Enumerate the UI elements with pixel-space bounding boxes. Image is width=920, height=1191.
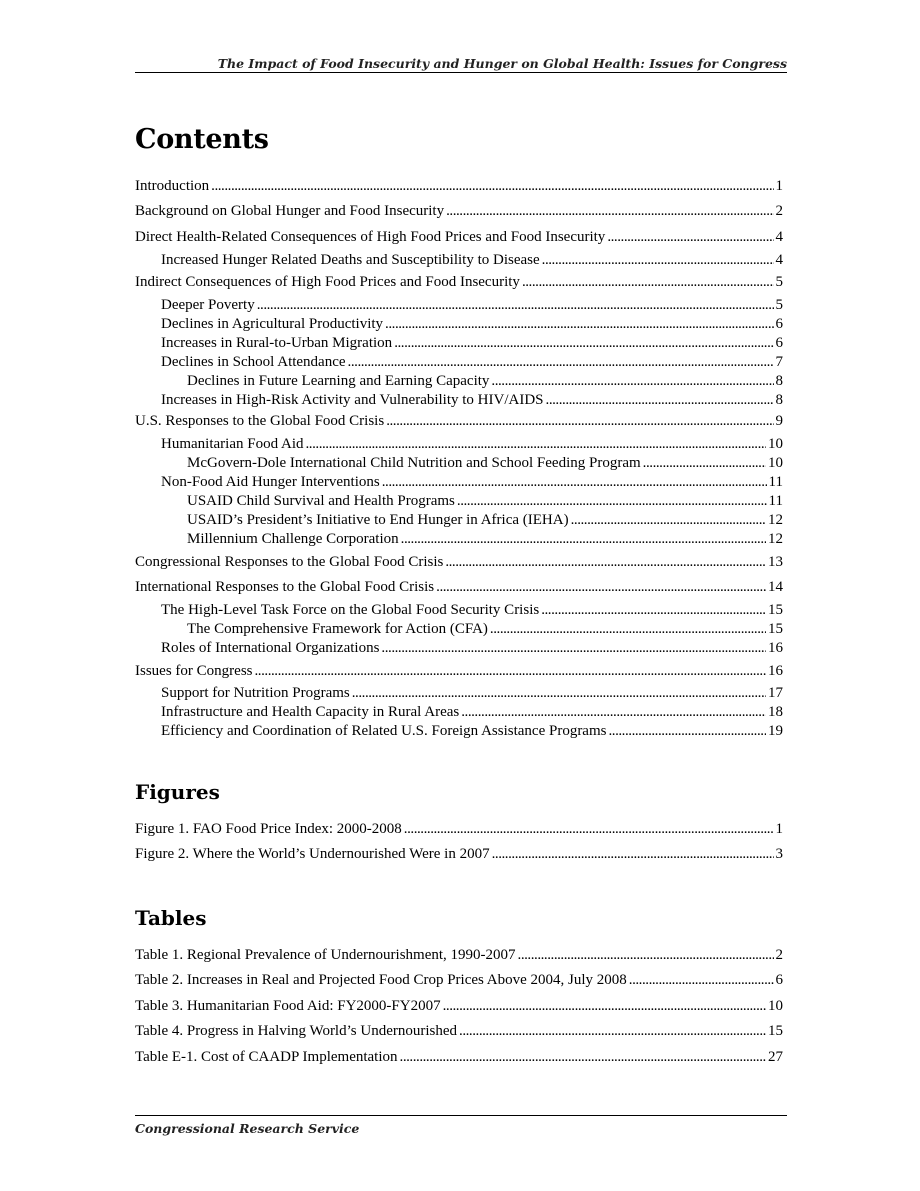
toc-entry[interactable] — [135, 683, 783, 703]
toc-entry-page: 19 — [768, 723, 783, 739]
tables-heading: Tables — [135, 906, 207, 930]
toc-entry-page: 11 — [768, 493, 783, 509]
toc-entry-page: 8 — [775, 392, 783, 408]
toc-entry-page: 27 — [768, 1049, 783, 1065]
toc-entry-title: Direct Health-Related Consequences of High Food Prices and Food Insecurity — [135, 229, 606, 245]
toc-entry-title: Non-Food Aid Hunger Interventions — [161, 474, 380, 490]
toc-entry-title: Indirect Consequences of High Food Prices and Food Insecurity — [135, 274, 520, 290]
dot-leader — [436, 577, 766, 597]
dot-leader — [541, 600, 766, 620]
running-header: The Impact of Food Insecurity and Hunger on Global Health: Issues for Congress — [217, 56, 787, 71]
toc-entry-title: Declines in Agricultural Productivity — [161, 316, 384, 332]
toc-entry-title: International Responses to the Global Food Crisis — [135, 579, 435, 595]
toc-entry-title: Humanitarian Food Aid — [161, 436, 304, 452]
toc-entry-title: U.S. Responses to the Global Food Crisis — [135, 413, 385, 429]
dot-leader — [518, 945, 774, 965]
toc-entry-page: 10 — [768, 455, 783, 471]
toc-entry-page: 4 — [775, 229, 783, 245]
toc-entry[interactable] — [135, 638, 783, 658]
dot-leader — [386, 411, 773, 431]
toc-entry-page: 6 — [775, 316, 783, 332]
toc-entry[interactable] — [135, 333, 783, 353]
toc-entry-title: Deeper Poverty — [161, 297, 255, 313]
toc-entry-title: Efficiency and Coordination of Related U.S. Foreign Assistance Programs — [161, 723, 607, 739]
toc-entry-title: Roles of International Organizations — [161, 640, 380, 656]
toc-entry-page: 15 — [768, 1023, 783, 1039]
footer-rule — [135, 1115, 787, 1116]
toc-entry[interactable] — [135, 250, 783, 270]
dot-leader — [211, 176, 773, 196]
toc-entry-page: 4 — [775, 252, 783, 268]
toc-entry-page: 12 — [768, 531, 783, 547]
dot-leader — [404, 819, 774, 839]
toc-entry[interactable] — [135, 844, 783, 864]
toc-entry-page: 15 — [768, 602, 783, 618]
toc-entry-title: Increases in Rural-to-Urban Migration — [161, 335, 393, 351]
toc-entry-page: 10 — [768, 436, 783, 452]
toc-entry-title: Infrastructure and Health Capacity in Rural Areas — [161, 704, 460, 720]
dot-leader — [306, 434, 767, 454]
toc-entry-title: Support for Nutrition Programs — [161, 685, 350, 701]
toc-entry-title: USAID Child Survival and Health Programs — [187, 493, 455, 509]
dot-leader — [385, 314, 773, 334]
toc-entry-title: Increases in High-Risk Activity and Vulnerability to HIV/AIDS — [161, 392, 544, 408]
toc-entry[interactable] — [135, 472, 783, 492]
dot-leader — [401, 529, 766, 549]
toc-entry-page: 11 — [768, 474, 783, 490]
toc-entry-title: Declines in Future Learning and Earning Capacity — [187, 373, 490, 389]
toc-entry[interactable] — [135, 619, 783, 639]
toc-entry[interactable] — [135, 411, 783, 431]
dot-leader — [457, 491, 767, 511]
figures-heading: Figures — [135, 780, 220, 804]
toc-entry[interactable] — [135, 371, 783, 391]
toc-entry[interactable] — [135, 295, 783, 315]
toc-entry[interactable] — [135, 510, 783, 530]
dot-leader — [459, 1021, 766, 1041]
toc-entry-page: 2 — [775, 947, 783, 963]
toc-entry[interactable] — [135, 577, 783, 597]
dot-leader — [643, 453, 766, 473]
dot-leader — [446, 201, 773, 221]
dot-leader — [400, 1047, 766, 1067]
toc-entry-page: 10 — [768, 998, 783, 1014]
toc-entry-page: 7 — [775, 354, 783, 370]
toc-entry[interactable] — [135, 600, 783, 620]
toc-entry-page: 17 — [768, 685, 783, 701]
toc-entry-title: Background on Global Hunger and Food Insecurity — [135, 203, 445, 219]
toc-entry-page: 1 — [775, 821, 783, 837]
toc-entry[interactable] — [135, 352, 783, 372]
toc-entry[interactable] — [135, 945, 783, 965]
toc-entry[interactable] — [135, 1021, 783, 1041]
toc-entry[interactable] — [135, 661, 783, 681]
toc-entry[interactable] — [135, 529, 783, 549]
dot-leader — [255, 661, 767, 681]
contents-heading: Contents — [135, 124, 269, 155]
toc-entry[interactable] — [135, 970, 783, 990]
toc-entry-title: Figure 1. FAO Food Price Index: 2000-2008 — [135, 821, 402, 837]
toc-entry-title: Issues for Congress — [135, 663, 253, 679]
dot-leader — [522, 272, 774, 292]
toc-entry-title: McGovern-Dole International Child Nutrition and School Feeding Program — [187, 455, 641, 471]
toc-entry-page: 6 — [775, 335, 783, 351]
toc-entry[interactable] — [135, 201, 783, 221]
toc-entry[interactable] — [135, 272, 783, 292]
toc-entry-title: Millennium Challenge Corporation — [187, 531, 399, 547]
toc-entry-page: 5 — [775, 274, 783, 290]
toc-entry-title: Figure 2. Where the World’s Undernourished Were in 2007 — [135, 846, 490, 862]
toc-entry[interactable] — [135, 1047, 783, 1067]
toc-entry-page: 9 — [775, 413, 783, 429]
toc-entry[interactable] — [135, 819, 783, 839]
dot-leader — [445, 552, 766, 572]
toc-entry[interactable] — [135, 434, 783, 454]
toc-entry-page: 1 — [775, 178, 783, 194]
dot-leader — [607, 227, 773, 247]
toc-entry[interactable] — [135, 702, 783, 722]
toc-entry[interactable] — [135, 552, 783, 572]
toc-entry-title: Table 3. Humanitarian Food Aid: FY2000-FY2007 — [135, 998, 441, 1014]
toc-entry-title: Table 1. Regional Prevalence of Undernourishment, 1990-2007 — [135, 947, 516, 963]
toc-entry-page: 16 — [768, 663, 783, 679]
toc-entry[interactable] — [135, 491, 783, 511]
toc-entry[interactable] — [135, 176, 783, 196]
dot-leader — [490, 619, 766, 639]
toc-entry[interactable] — [135, 314, 783, 334]
toc-entry-title: Increased Hunger Related Deaths and Susceptibility to Disease — [161, 252, 540, 268]
dot-leader — [381, 638, 766, 658]
dot-leader — [348, 352, 774, 372]
toc-entry-title: Table E-1. Cost of CAADP Implementation — [135, 1049, 398, 1065]
dot-leader — [629, 970, 774, 990]
toc-entry-title: Table 2. Increases in Real and Projected Food Crop Prices Above 2004, July 2008 — [135, 972, 627, 988]
toc-entry-page: 5 — [775, 297, 783, 313]
toc-entry-title: Congressional Responses to the Global Food Crisis — [135, 554, 444, 570]
toc-entry[interactable] — [135, 227, 783, 247]
toc-entry-page: 18 — [768, 704, 783, 720]
toc-entry-title: The High-Level Task Force on the Global Food Security Crisis — [161, 602, 540, 618]
dot-leader — [352, 683, 766, 703]
toc-entry-title: Declines in School Attendance — [161, 354, 346, 370]
toc-entry[interactable] — [135, 996, 783, 1016]
toc-entry-page: 8 — [775, 373, 783, 389]
toc-entry-page: 13 — [768, 554, 783, 570]
dot-leader — [382, 472, 767, 492]
dot-leader — [491, 371, 773, 391]
dot-leader — [542, 250, 774, 270]
header-rule — [135, 72, 787, 73]
toc-entry-page: 12 — [768, 512, 783, 528]
toc-entry-title: Table 4. Progress in Halving World’s Undernourished — [135, 1023, 458, 1039]
dot-leader — [608, 721, 766, 741]
dot-leader — [394, 333, 773, 353]
toc-entry-title: USAID’s President’s Initiative to End Hunger in Africa (IEHA) — [187, 512, 569, 528]
running-footer: Congressional Research Service — [135, 1121, 360, 1136]
toc-entry[interactable] — [135, 453, 783, 473]
dot-leader — [492, 844, 774, 864]
dot-leader — [257, 295, 774, 315]
toc-entry-page: 2 — [775, 203, 783, 219]
toc-entry-title: The Comprehensive Framework for Action (CFA) — [187, 621, 488, 637]
toc-entry-page: 3 — [775, 846, 783, 862]
toc-entry[interactable] — [135, 721, 783, 741]
toc-entry-page: 6 — [775, 972, 783, 988]
toc-entry-page: 16 — [768, 640, 783, 656]
toc-entry[interactable] — [135, 390, 783, 410]
dot-leader — [546, 390, 774, 410]
dot-leader — [461, 702, 766, 722]
toc-entry-page: 14 — [768, 579, 783, 595]
toc-entry-title: Introduction — [135, 178, 210, 194]
dot-leader — [571, 510, 766, 530]
dot-leader — [443, 996, 766, 1016]
toc-entry-page: 15 — [768, 621, 783, 637]
